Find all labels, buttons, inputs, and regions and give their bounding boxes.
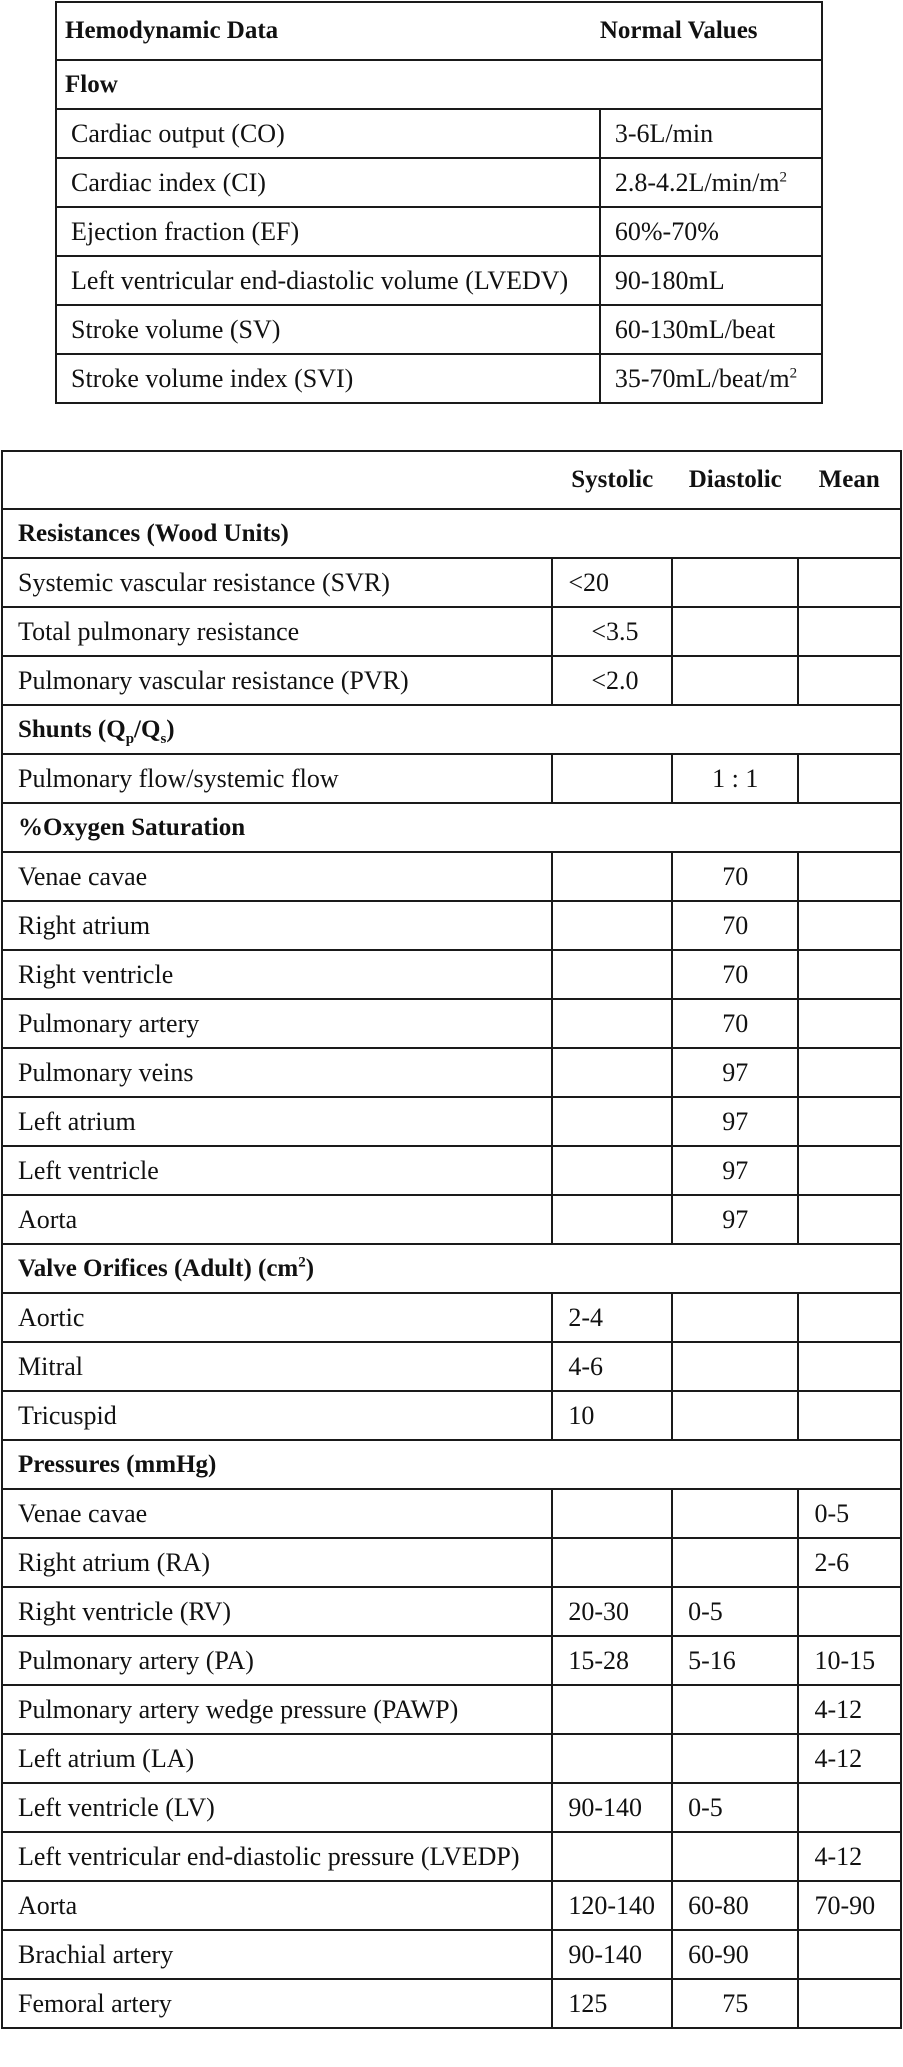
diastolic-cell bbox=[672, 1832, 798, 1881]
row-label: Left ventricular end-diastolic volume (LVEDV) bbox=[56, 256, 600, 305]
row-label: Pulmonary vascular resistance (PVR) bbox=[2, 656, 552, 705]
section-row bbox=[2, 509, 901, 558]
mean-cell bbox=[798, 1391, 901, 1440]
mean-cell bbox=[798, 852, 901, 901]
mean-cell bbox=[798, 1979, 901, 2028]
section-valves-title: Valve Orifices (Adult) $(cm^2)$ bbox=[2, 1244, 901, 1293]
table-row bbox=[2, 1636, 901, 1685]
mean-cell bbox=[798, 950, 901, 999]
row-label: Right atrium (RA) bbox=[2, 1538, 552, 1587]
systolic-cell bbox=[552, 1146, 672, 1195]
diastolic-cell: 60-90 bbox=[672, 1930, 798, 1979]
row-value: 3-6L/min bbox=[600, 109, 822, 158]
section-row bbox=[2, 705, 901, 754]
systolic-cell bbox=[552, 950, 672, 999]
table-row bbox=[56, 256, 822, 305]
mean-cell bbox=[798, 656, 901, 705]
row-label: Pulmonary artery bbox=[2, 999, 552, 1048]
systolic-cell bbox=[552, 1097, 672, 1146]
systolic-cell bbox=[552, 1734, 672, 1783]
main-table-header bbox=[2, 451, 901, 509]
header-systolic: Systolic bbox=[552, 451, 672, 509]
mean-cell: 4-12 bbox=[798, 1832, 901, 1881]
mean-cell: 70-90 bbox=[798, 1881, 901, 1930]
systolic-cell bbox=[552, 852, 672, 901]
mean-cell bbox=[798, 1587, 901, 1636]
table-row bbox=[2, 1587, 901, 1636]
diastolic-cell bbox=[672, 1734, 798, 1783]
section-shunts-title: Shunts $(Q_p/Q_s)$ bbox=[2, 705, 901, 754]
section-pressures-title: Pressures (mmHg) bbox=[2, 1440, 901, 1489]
row-label: Pulmonary artery wedge pressure (PAWP) bbox=[2, 1685, 552, 1734]
table-row bbox=[2, 1832, 901, 1881]
mean-cell bbox=[798, 901, 901, 950]
section-resistances-title: Resistances (Wood Units) bbox=[2, 509, 901, 558]
systolic-cell bbox=[552, 754, 672, 803]
table-row bbox=[2, 1293, 901, 1342]
row-label: Pulmonary flow/systemic flow bbox=[2, 754, 552, 803]
row-label: Pulmonary artery (PA) bbox=[2, 1636, 552, 1685]
row-label: Left ventricle bbox=[2, 1146, 552, 1195]
section-oxygen-title: %Oxygen Saturation bbox=[2, 803, 901, 852]
row-label: Brachial artery bbox=[2, 1930, 552, 1979]
row-label: Left atrium bbox=[2, 1097, 552, 1146]
mean-cell: 0-5 bbox=[798, 1489, 901, 1538]
row-label: Left ventricular end-diastolic pressure (LVEDP) bbox=[2, 1832, 552, 1881]
row-value: 60%-70% bbox=[600, 207, 822, 256]
mean-cell: 2-6 bbox=[798, 1538, 901, 1587]
systolic-cell: 90-140 bbox=[552, 1930, 672, 1979]
systolic-cell: 120-140 bbox=[552, 1881, 672, 1930]
table-row bbox=[56, 354, 822, 403]
systolic-cell bbox=[552, 1538, 672, 1587]
table-row bbox=[56, 158, 822, 207]
section-row bbox=[2, 803, 901, 852]
mean-cell bbox=[798, 754, 901, 803]
section-row bbox=[2, 1440, 901, 1489]
section-row bbox=[56, 60, 822, 109]
header-mean: Mean bbox=[798, 451, 901, 509]
row-label: Aorta bbox=[2, 1195, 552, 1244]
row-label: Left atrium (LA) bbox=[2, 1734, 552, 1783]
table-row bbox=[56, 305, 822, 354]
diastolic-cell: 5-16 bbox=[672, 1636, 798, 1685]
mean-cell: 4-12 bbox=[798, 1685, 901, 1734]
row-value: 90-180mL bbox=[600, 256, 822, 305]
row-label: Cardiac index (CI) bbox=[56, 158, 600, 207]
systolic-cell bbox=[552, 1489, 672, 1538]
systolic-cell: 90-140 bbox=[552, 1783, 672, 1832]
header-diastolic: Diastolic bbox=[672, 451, 798, 509]
systolic-cell: 125 bbox=[552, 1979, 672, 2028]
mean-cell bbox=[798, 607, 901, 656]
header-hemodynamic-data: Hemodynamic Data bbox=[56, 2, 600, 60]
table-row bbox=[2, 852, 901, 901]
diastolic-cell: 1 : 1 bbox=[672, 754, 798, 803]
table-row bbox=[2, 754, 901, 803]
table-row bbox=[2, 1979, 901, 2028]
row-label: Right atrium bbox=[2, 901, 552, 950]
systolic-cell: 2-4 bbox=[552, 1293, 672, 1342]
diastolic-cell: 75 bbox=[672, 1979, 798, 2028]
row-label: Right ventricle bbox=[2, 950, 552, 999]
systolic-cell: 20-30 bbox=[552, 1587, 672, 1636]
table-row bbox=[2, 1195, 901, 1244]
diastolic-cell: 97 bbox=[672, 1097, 798, 1146]
table-row bbox=[2, 999, 901, 1048]
row-label: Ejection fraction (EF) bbox=[56, 207, 600, 256]
diastolic-cell bbox=[672, 607, 798, 656]
diastolic-cell: 70 bbox=[672, 852, 798, 901]
section-flow-title: Flow bbox=[56, 60, 822, 109]
systolic-cell bbox=[552, 1195, 672, 1244]
row-value: $2.8-4.2L/\min/m^2$ bbox=[600, 158, 822, 207]
systolic-cell bbox=[552, 1832, 672, 1881]
table-row bbox=[2, 1783, 901, 1832]
diastolic-cell: 97 bbox=[672, 1146, 798, 1195]
diastolic-cell: 0-5 bbox=[672, 1587, 798, 1636]
diastolic-cell bbox=[672, 1538, 798, 1587]
table-row bbox=[56, 207, 822, 256]
mean-cell bbox=[798, 1195, 901, 1244]
row-label: Right ventricle (RV) bbox=[2, 1587, 552, 1636]
diastolic-cell: 60-80 bbox=[672, 1881, 798, 1930]
diastolic-cell: 70 bbox=[672, 999, 798, 1048]
systolic-cell: 15-28 bbox=[552, 1636, 672, 1685]
mean-cell bbox=[798, 1048, 901, 1097]
row-label: Stroke volume (SV) bbox=[56, 305, 600, 354]
row-value: 60-130mL/beat bbox=[600, 305, 822, 354]
systolic-cell: 10 bbox=[552, 1391, 672, 1440]
row-label: Pulmonary veins bbox=[2, 1048, 552, 1097]
diastolic-cell bbox=[672, 1293, 798, 1342]
diastolic-cell bbox=[672, 1342, 798, 1391]
row-label: Cardiac output (CO) bbox=[56, 109, 600, 158]
systolic-cell bbox=[552, 1685, 672, 1734]
diastolic-cell bbox=[672, 1391, 798, 1440]
mean-cell: 4-12 bbox=[798, 1734, 901, 1783]
mean-cell bbox=[798, 1930, 901, 1979]
header-blank bbox=[2, 451, 552, 509]
diastolic-cell: 97 bbox=[672, 1195, 798, 1244]
table-row bbox=[2, 1685, 901, 1734]
row-label: Total pulmonary resistance bbox=[2, 607, 552, 656]
row-label: Aorta bbox=[2, 1881, 552, 1930]
mean-cell: 10-15 bbox=[798, 1636, 901, 1685]
mean-cell bbox=[798, 1146, 901, 1195]
systolic-cell: <2.0 bbox=[552, 656, 672, 705]
flow-table-header bbox=[56, 2, 822, 60]
table-row bbox=[2, 1048, 901, 1097]
table-row bbox=[2, 1734, 901, 1783]
table-row bbox=[2, 1097, 901, 1146]
mean-cell bbox=[798, 1097, 901, 1146]
systolic-cell: <3.5 bbox=[552, 607, 672, 656]
systolic-cell bbox=[552, 901, 672, 950]
systolic-cell bbox=[552, 999, 672, 1048]
diastolic-cell: 70 bbox=[672, 950, 798, 999]
row-label: Venae cavae bbox=[2, 852, 552, 901]
table-row bbox=[56, 109, 822, 158]
table-row bbox=[2, 1342, 901, 1391]
diastolic-cell bbox=[672, 1489, 798, 1538]
row-label: Stroke volume index (SVI) bbox=[56, 354, 600, 403]
table-row bbox=[2, 656, 901, 705]
row-label: Mitral bbox=[2, 1342, 552, 1391]
mean-cell bbox=[798, 999, 901, 1048]
mean-cell bbox=[798, 558, 901, 607]
table-row bbox=[2, 1538, 901, 1587]
hemodynamic-values-table bbox=[1, 450, 902, 2029]
systolic-cell bbox=[552, 1048, 672, 1097]
row-label: Aortic bbox=[2, 1293, 552, 1342]
row-label: Femoral artery bbox=[2, 1979, 552, 2028]
table-row bbox=[2, 1391, 901, 1440]
section-row bbox=[2, 1244, 901, 1293]
table-row bbox=[2, 1881, 901, 1930]
mean-cell bbox=[798, 1293, 901, 1342]
systolic-cell: 4-6 bbox=[552, 1342, 672, 1391]
diastolic-cell: 97 bbox=[672, 1048, 798, 1097]
table-row bbox=[2, 901, 901, 950]
table-row bbox=[2, 1489, 901, 1538]
row-label: Venae cavae bbox=[2, 1489, 552, 1538]
mean-cell bbox=[798, 1783, 901, 1832]
row-label: Tricuspid bbox=[2, 1391, 552, 1440]
flow-table bbox=[55, 1, 823, 404]
systolic-cell: <20 bbox=[552, 558, 672, 607]
table-row bbox=[2, 950, 901, 999]
table-row bbox=[2, 558, 901, 607]
diastolic-cell: 0-5 bbox=[672, 1783, 798, 1832]
row-label: Systemic vascular resistance (SVR) bbox=[2, 558, 552, 607]
diastolic-cell bbox=[672, 1685, 798, 1734]
diastolic-cell: 70 bbox=[672, 901, 798, 950]
diastolic-cell bbox=[672, 558, 798, 607]
row-label: Left ventricle (LV) bbox=[2, 1783, 552, 1832]
table-row bbox=[2, 1930, 901, 1979]
header-normal-values: Normal Values bbox=[600, 2, 822, 60]
diastolic-cell bbox=[672, 656, 798, 705]
mean-cell bbox=[798, 1342, 901, 1391]
table-row bbox=[2, 607, 901, 656]
row-value: $35-70mL/beat/m^2$ bbox=[600, 354, 822, 403]
table-row bbox=[2, 1146, 901, 1195]
